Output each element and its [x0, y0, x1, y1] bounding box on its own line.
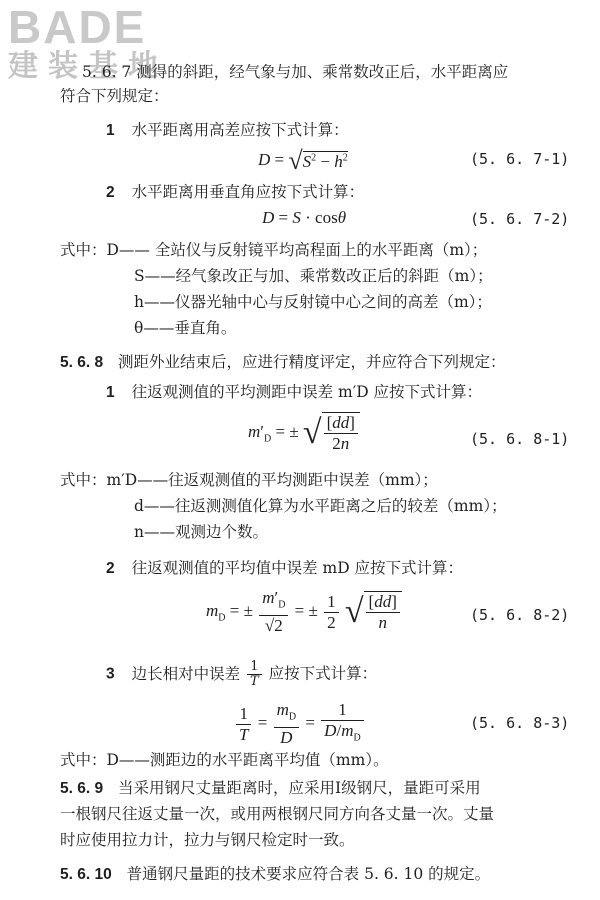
where-line: n——观测边个数。	[134, 523, 268, 541]
where-line: 式中：D——测距边的水平距离平均值（mm）。	[60, 751, 389, 769]
item-3	[106, 660, 377, 689]
equation-5-6-8-1: $m'_D$ = ± √ $\frac{[dd]}{2n}$	[248, 412, 360, 454]
section-number: 5. 6. 9	[60, 780, 104, 797]
section-5-6-8	[60, 350, 506, 375]
item-number: 3	[106, 665, 115, 683]
where-line: d——往返测测值化算为水平距离之后的较差（mm）；	[134, 497, 507, 515]
where-line: h——仪器光轴中心与反射镜中心之间的高差（m）；	[134, 293, 492, 311]
item-text: 往返观测值的平均值中误差 mD 应按下式计算：	[131, 559, 464, 577]
equation-5-6-8-3: $\frac{1}{T}$ = $\frac{m_D}{D}$ = $\frac{1}{D/m_D}$	[234, 700, 366, 748]
section-text-line: 时应使用拉力计，拉力与钢尺检定时一致。	[60, 831, 355, 849]
section-5-6-9	[60, 776, 481, 801]
section-text: 当采用钢尺丈量距离时，应采用Ⅰ级钢尺，量距可采用	[118, 779, 481, 797]
equation-number: (5. 6. 8-2)	[470, 606, 570, 624]
equation-5-6-8-2: $m_D$ = ± $\frac{m'_D}{√2}$ = ± $\frac{1}{2}$ √ $\frac{[dd]}{n}$	[206, 588, 402, 636]
item-text: 应按下式计算：	[268, 664, 378, 683]
where-line: S——经气象改正与加、乘常数改正后的斜距（m）；	[134, 267, 493, 285]
equation-5-6-7-1: $D = √S^2 - h^2$	[258, 146, 348, 175]
intro-line-1: 5. 6. 7 测得的斜距，经气象与加、乘常数改正后，水平距离应	[82, 63, 509, 81]
item-1	[106, 380, 482, 405]
item-number: 1	[106, 384, 115, 401]
item-number: 1	[106, 122, 115, 139]
section-text: 普通钢尺量距的技术要求应符合表 5. 6. 10 的规定。	[126, 865, 491, 883]
item-1	[106, 118, 349, 143]
item-text: 边长相对中误差	[131, 664, 241, 683]
where-line: θ——垂直角。	[134, 319, 237, 337]
equation-number: (5. 6. 8-1)	[470, 430, 570, 448]
intro-line-2: 符合下列规定：	[60, 87, 169, 105]
item-number: 2	[106, 560, 115, 577]
item-2	[106, 180, 364, 205]
section-number: 5. 6. 8	[60, 354, 104, 371]
equation-5-6-7-2: D = S · cosθ	[262, 208, 347, 227]
section-number: 5. 6. 10	[60, 866, 112, 883]
item-text: 水平距离用高差应按下式计算：	[131, 121, 349, 139]
where-line: 式中：m′D——往返观测值的平均测距中误差（mm）；	[60, 471, 438, 489]
item-2	[106, 556, 463, 581]
section-5-6-10	[60, 862, 490, 887]
equation-number: (5. 6. 7-1)	[470, 150, 570, 168]
item-number: 2	[106, 184, 115, 201]
section-text: 测距外业结束后，应进行精度评定，并应符合下列规定：	[118, 353, 506, 371]
where-line: 式中：D—— 全站仪与反射镜平均高程面上的水平距离（m）；	[60, 241, 488, 259]
logo-cn: 建装基地	[8, 49, 168, 84]
logo-word: BADE	[8, 1, 147, 53]
fraction-1-over-t: $\frac{1}{T}$	[247, 660, 262, 689]
equation-number: (5. 6. 7-2)	[470, 210, 570, 228]
item-text: 水平距离用垂直角应按下式计算：	[131, 183, 365, 201]
equation-number: (5. 6. 8-3)	[470, 714, 570, 732]
item-text: 往返观测值的平均测距中误差 m′D 应按下式计算：	[131, 383, 483, 401]
section-text-line: 一根钢尺往返丈量一次，或用两根钢尺同方向各丈量一次。丈量	[60, 805, 495, 823]
